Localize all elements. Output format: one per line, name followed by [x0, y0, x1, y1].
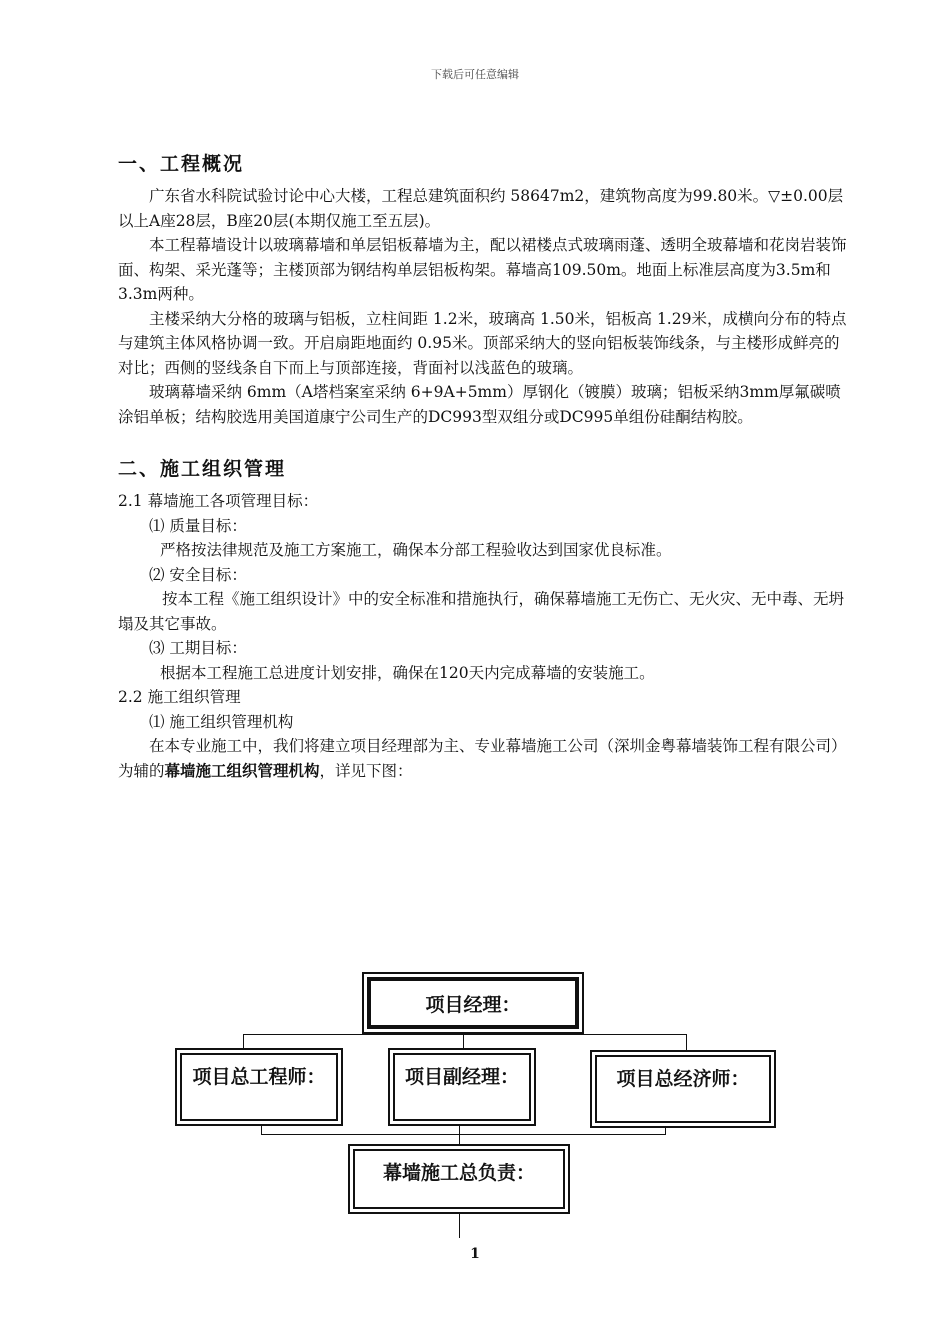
org-box-chief-economist — [590, 1050, 776, 1128]
org-box-deputy-manager — [388, 1048, 536, 1126]
paragraph-overview-1: 广东省水科院试验讨论中心大楼，工程总建筑面积约 58647m2，建筑物高度为99.80米。▽±0.00层以上A座28层，B座20层(本期仅施工至五层)。 — [118, 187, 844, 230]
schedule-goal-text: 根据本工程施工总进度计划安排，确保在120天内完成幕墙的安装施工。 — [160, 663, 655, 682]
org-box-curtain-wall-lead — [348, 1144, 570, 1214]
quality-goal-label: ⑴ 质量目标： — [149, 516, 247, 535]
org-box-project-manager — [362, 972, 584, 1034]
connector-right-down — [686, 1034, 687, 1050]
curtain-wall-lead-label: 幕墙施工总负责： — [382, 1162, 535, 1184]
connector-top-horizontal — [243, 1034, 687, 1035]
connector-lead-down — [459, 1214, 460, 1238]
safety-goal-label: ⑵ 安全目标： — [149, 565, 247, 584]
connector-left-down — [243, 1034, 244, 1048]
section2-title: 二、施工组织管理 — [118, 458, 287, 480]
subsection-2-2: 2.2 施工组织管理 — [118, 688, 241, 706]
org-structure-text — [118, 734, 854, 783]
org-text-bold: 幕墙施工组织管理机构 — [164, 760, 320, 780]
chief-economist-label: 项目总经济师： — [616, 1068, 750, 1090]
paragraph-overview-3: 主楼采纳大分格的玻璃与铝板，立柱间距 1.2米，玻璃高 1.50米，铝板高 1.29米，成横向分布的特点与建筑主体风格协调一致。开启扇距地面约 0.95米。顶部采纳大的竖向铝板装饰线条，与主楼形成鲜亮的对比；西侧的竖线条自下而上与顶部连接，背面衬以浅蓝色的玻璃。 — [118, 309, 847, 377]
schedule-goal-label: ⑶ 工期目标： — [149, 639, 247, 657]
org-structure-label: ⑴ 施工组织管理机构 — [149, 712, 294, 731]
subsection-2-1: 2.1 幕墙施工各项管理目标： — [118, 492, 319, 510]
page-number: 1 — [470, 1246, 480, 1262]
connector-left-lower — [261, 1126, 262, 1134]
safety-goal-text: 按本工程《施工组织设计》中的安全标准和措施执行，确保幕墙施工无伤亡、无火灾、无中毒、无坍塌及其它事故。 — [118, 590, 845, 633]
connector-manager-down — [463, 1034, 464, 1048]
org-text-part-b: ，详见下图： — [319, 761, 413, 780]
paragraph-overview-4: 玻璃幕墙采纳 6mm（A塔档案室采纳 6+9A+5mm）厚钢化（镀膜）玻璃；铝板采纳3mm厚氟碳喷涂铝单板；结构胶选用美国道康宁公司生产的DC993型双组分或DC995单组份硅酮结构胶。 — [118, 383, 841, 426]
chief-engineer-label: 项目总工程师： — [192, 1066, 326, 1088]
document-body — [118, 150, 854, 783]
page-header: 下载后可任意编辑 — [431, 68, 519, 81]
quality-goal-text: 严格按法律规范及施工方案施工，确保本分部工程验收达到国家优良标准。 — [160, 541, 672, 559]
org-text-part-a: 在本专业施工中，我们将建立项目经理部为主、专业幕墙施工公司（深圳金粤幕墙装饰工程有限公司）为辅的 — [118, 737, 847, 780]
connector-bottom-horizontal — [261, 1134, 666, 1135]
paragraph-overview-2: 本工程幕墙设计以玻璃幕墙和单层铝板幕墙为主，配以裙楼点式玻璃雨蓬、透明全玻幕墙和花岗岩装饰面、构架、采光蓬等；主楼顶部为钢结构单层铝板构架。幕墙高109.50m。地面上标准层高度为3.5m和3.3m两种。 — [118, 236, 847, 303]
org-box-chief-engineer — [175, 1048, 343, 1126]
project-manager-label: 项目经理： — [425, 994, 521, 1016]
connector-to-lead — [459, 1126, 460, 1144]
deputy-manager-label: 项目副经理： — [404, 1066, 519, 1088]
section1-title: 一、工程概况 — [118, 153, 245, 175]
